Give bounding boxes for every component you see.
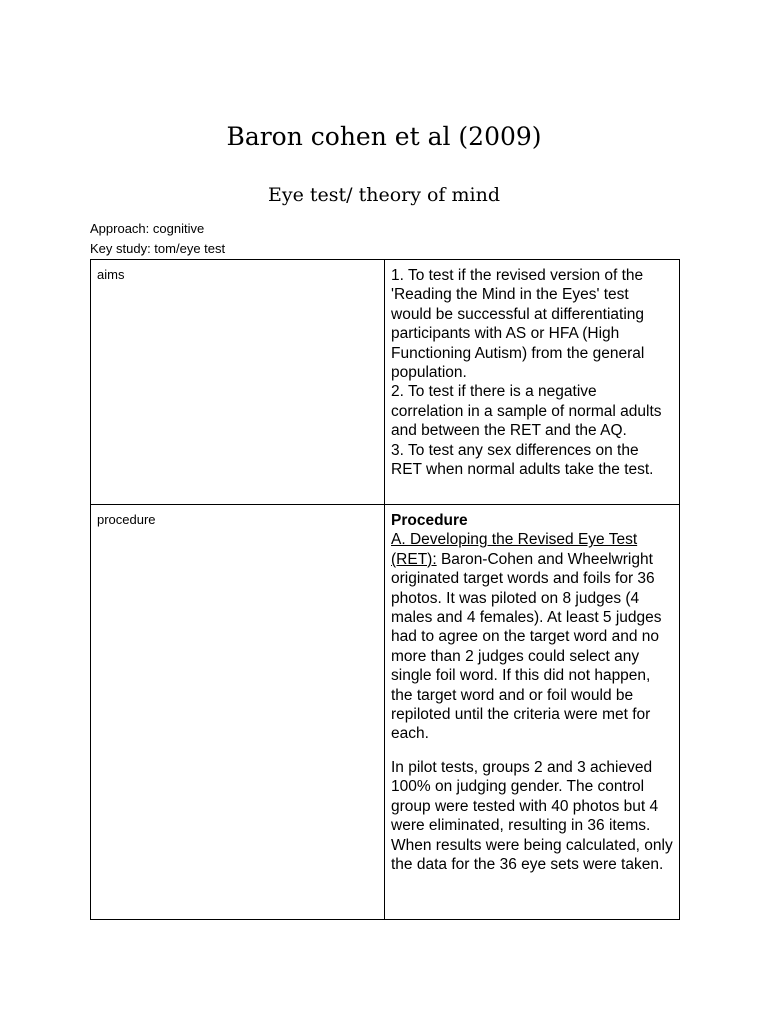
table-row-procedure <box>91 505 680 920</box>
procedure-subheading: A. Developing the Revised Eye Test (RET): <box>391 531 638 568</box>
study-table <box>90 259 680 920</box>
document-subtitle: Eye test/ theory of mind <box>267 184 500 206</box>
approach-line: Approach: cognitive <box>90 221 205 236</box>
procedure-label: procedure <box>91 505 385 920</box>
procedure-paragraph-1-text: Baron-Cohen and Wheelwright originated target words and foils for 36 photos. It was piloted on 8 judges (4 males and 4 females). At least 5 judges had to agree on the target word and no more than 2 judges could select any single foil word. If this did not happen, the target word and or foil would be repiloted until the criteria were met for each. <box>391 550 662 743</box>
aims-label: aims <box>91 260 385 505</box>
key-study-line: Key study: tom/eye test <box>90 241 226 256</box>
procedure-paragraph-2: In pilot tests, groups 2 and 3 achieved 100% on judging gender. The control group were tested with 40 photos but 4 were eliminated, resulting in 36 items. When results were being calculated, only the data for the 36 eye sets were taken. <box>391 758 673 873</box>
procedure-heading: Procedure <box>391 512 468 529</box>
procedure-content <box>385 505 680 920</box>
aim-item-1: 1. To test if the revised version of the 'Reading the Mind in the Eyes' test would be successful at differentiating participants with AS or HFA (High Functioning Autism) from the general population. <box>391 267 645 382</box>
aims-content <box>385 260 680 505</box>
aim-item-2: 2. To test if there is a negative correlation in a sample of normal adults and between the RET and the AQ. <box>391 383 662 440</box>
document-title: Baron cohen et al (2009) <box>226 122 542 151</box>
table-row-aims <box>91 260 680 505</box>
procedure-paragraph-1 <box>391 530 673 743</box>
aim-item-3: 3. To test any sex differences on the RET when normal adults take the test. <box>391 441 654 479</box>
